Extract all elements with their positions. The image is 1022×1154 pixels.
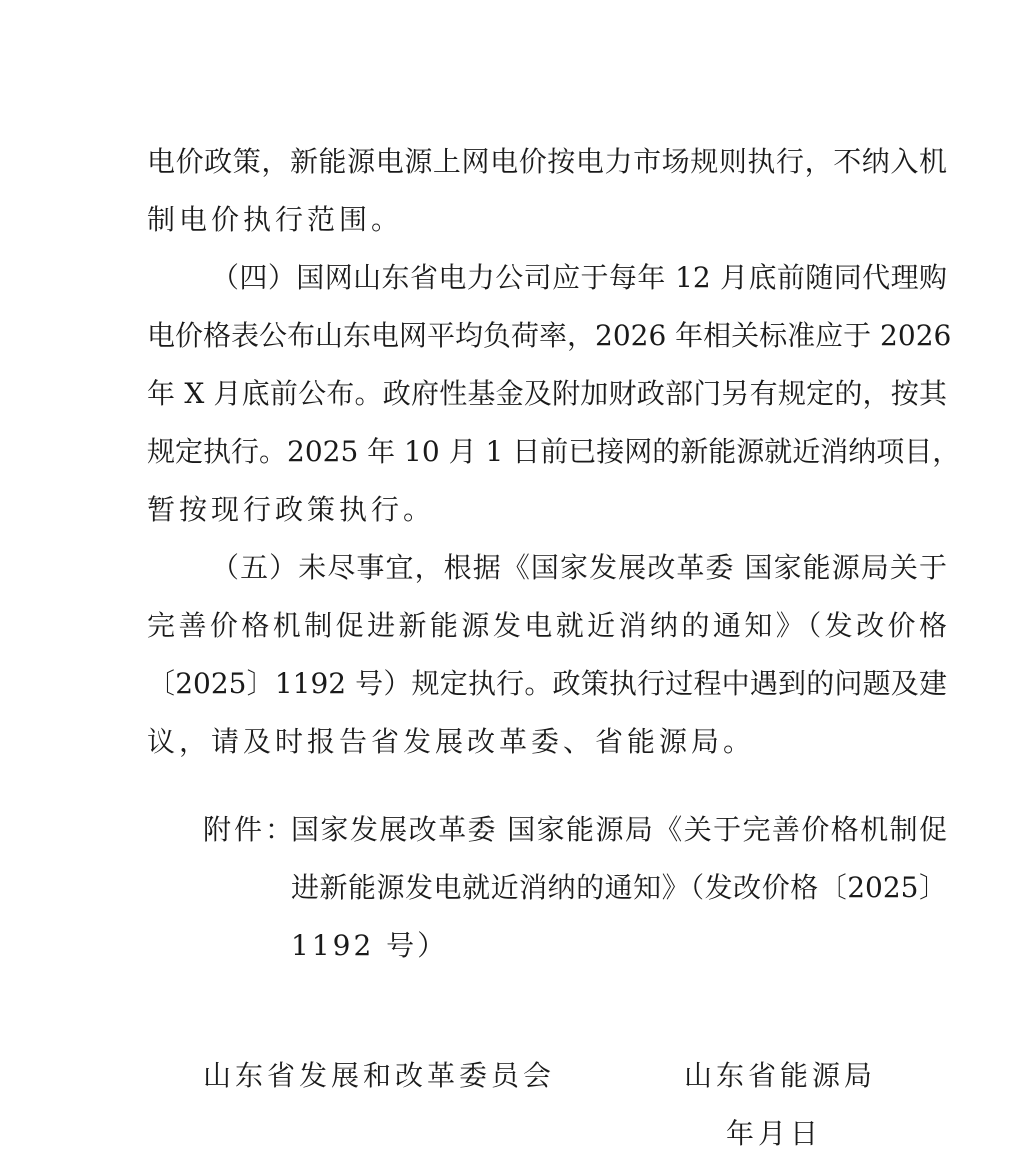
paragraph-continuation-line-2: 制电价执行范围。 bbox=[147, 203, 404, 236]
paragraph-5-line-4: 议，请及时报告省发展改革委、省能源局。 bbox=[147, 725, 756, 758]
attachment-line-2: 进新能源发电就近消纳的通知》（发改价格〔2025〕 bbox=[291, 871, 947, 904]
signature-left-org: 山东省发展和改革委员会 bbox=[203, 1059, 556, 1092]
paragraph-continuation-line-1: 电价政策，新能源电源上网电价按电力市场规则执行，不纳入机 bbox=[147, 145, 947, 178]
paragraph-4-line-1: （四）国网山东省电力公司应于每年 12 月底前随同代理购 bbox=[211, 261, 947, 294]
attachment-line-3: 1192 号） bbox=[291, 929, 449, 962]
paragraph-4-line-4: 规定执行。2025 年 10 月 1 日前已接网的新能源就近消纳项目， bbox=[147, 435, 961, 468]
signature-date: 年月日 bbox=[726, 1117, 823, 1150]
paragraph-4-line-5: 暂按现行政策执行。 bbox=[147, 493, 436, 526]
paragraph-5-line-3: 〔2025〕1192 号）规定执行。政策执行过程中遇到的问题及建 bbox=[147, 667, 947, 700]
paragraph-4-line-3: 年 X 月底前公布。政府性基金及附加财政部门另有规定的，按其 bbox=[147, 377, 947, 410]
paragraph-5-line-1: （五）未尽事宜，根据《国家发展改革委 国家能源局关于 bbox=[211, 551, 947, 584]
signature-right-org: 山东省能源局 bbox=[684, 1059, 877, 1092]
paragraph-4-line-2: 电价格表公布山东电网平均负荷率，2026 年相关标准应于 2026 bbox=[147, 319, 952, 352]
attachment-line-1: 国家发展改革委 国家能源局《关于完善价格机制促 bbox=[291, 813, 947, 846]
attachment-label: 附件： bbox=[203, 813, 297, 846]
paragraph-5-line-2: 完善价格机制促进新能源发电就近消纳的通知》（发改价格 bbox=[147, 609, 947, 642]
